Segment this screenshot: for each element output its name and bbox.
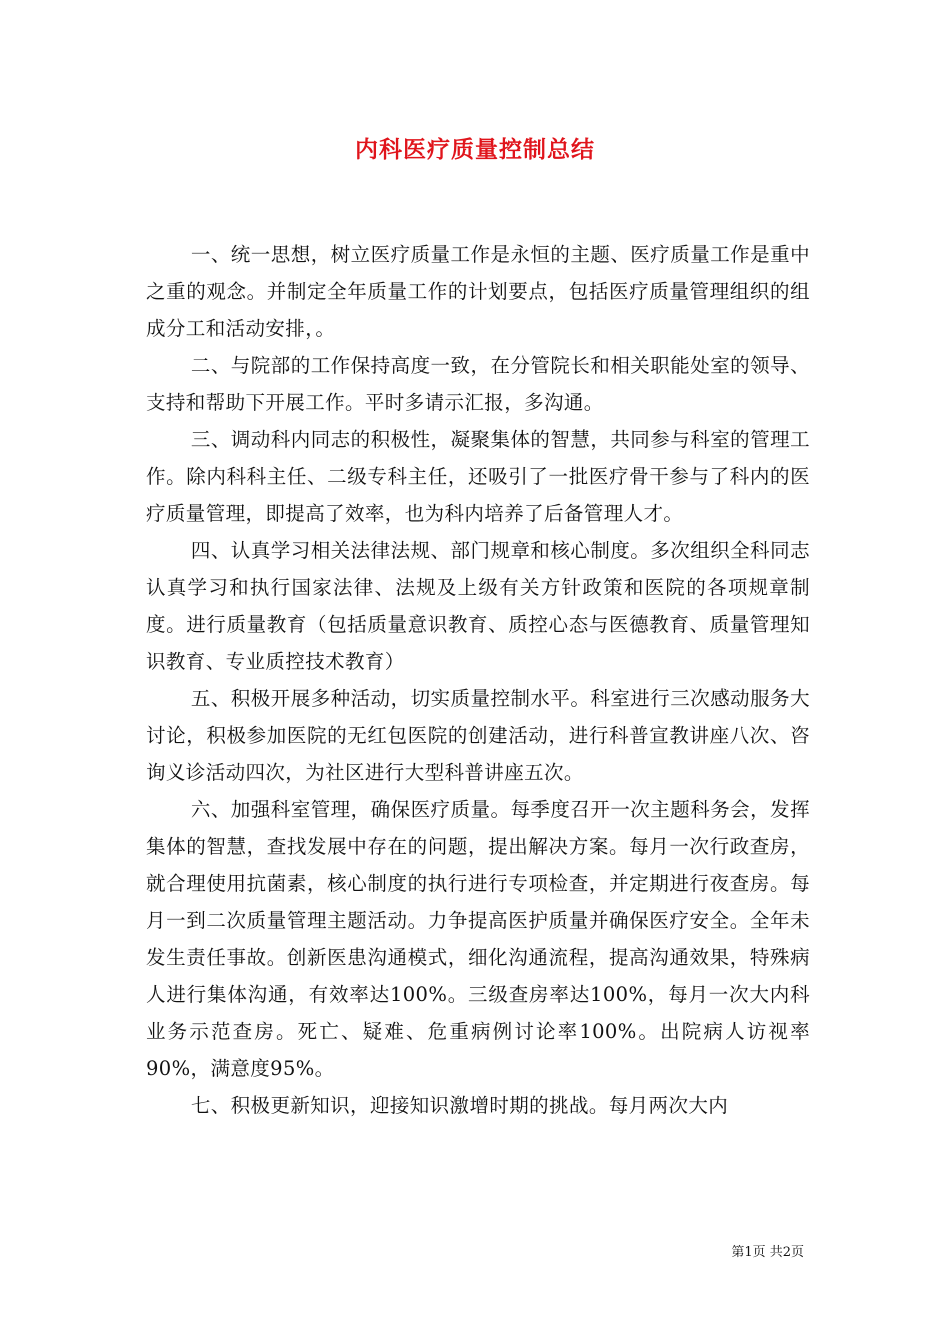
paragraph-5: 五、积极开展多种活动，切实质量控制水平。科室进行三次感动服务大讨论，积极参加医院的无红包医院的创建活动，进行科普宣教讲座八次、咨询义诊活动四次，为社区进行大型科普讲座五次。 bbox=[146, 687, 810, 784]
paragraph-6: 六、加强科室管理，确保医疗质量。每季度召开一次主题科务会，发挥集体的智慧，查找发展中存在的问题，提出解决方案。每月一次行政查房，就合理使用抗菌素，核心制度的执行进行专项检查，并定期进行夜查房。每月一到二次质量管理主题活动。力争提高医护质量并确保医疗安全。全年未发生责任事故。创新医患沟通模式，细化沟通流程，提高沟通效果，特殊病人进行集体沟通，有效率达100%。三级查房率达100%，每月一次大内科业务示范查房。死亡、疑难、危重病例讨论率100%。出院病人访视率90%，满意度95%。 bbox=[146, 798, 810, 1080]
paragraph-4: 四、认真学习相关法律法规、部门规章和核心制度。多次组织全科同志认真学习和执行国家法律、法规及上级有关方针政策和医院的各项规章制度。进行质量教育（包括质量意识教育、质控心态与医德教育、质量管理知识教育、专业质控技术教育） bbox=[146, 539, 810, 673]
paragraph-2: 二、与院部的工作保持高度一致，在分管院长和相关职能处室的领导、支持和帮助下开展工作。平时多请示汇报，多沟通。 bbox=[146, 354, 810, 414]
paragraph-7: 七、积极更新知识，迎接知识激增时期的挑战。每月两次大内 bbox=[190, 1094, 729, 1117]
paragraph-3: 三、调动科内同志的积极性，凝聚集体的智慧，共同参与科室的管理工作。除内科科主任、二级专科主任，还吸引了一批医疗骨干参与了科内的医疗质量管理，即提高了效率，也为科内培养了后备管理人才。 bbox=[146, 428, 810, 525]
paragraph-1: 一、统一思想，树立医疗质量工作是永恒的主题、医疗质量工作是重中之重的观念。并制定全年质量工作的计划要点，包括医疗质量管理组织的组成分工和活动安排，。 bbox=[146, 243, 810, 340]
document-title: 内科医疗质量控制总结 bbox=[355, 137, 595, 163]
page-number: 第1页 共2页 bbox=[731, 1245, 804, 1260]
document-body bbox=[146, 236, 810, 1124]
